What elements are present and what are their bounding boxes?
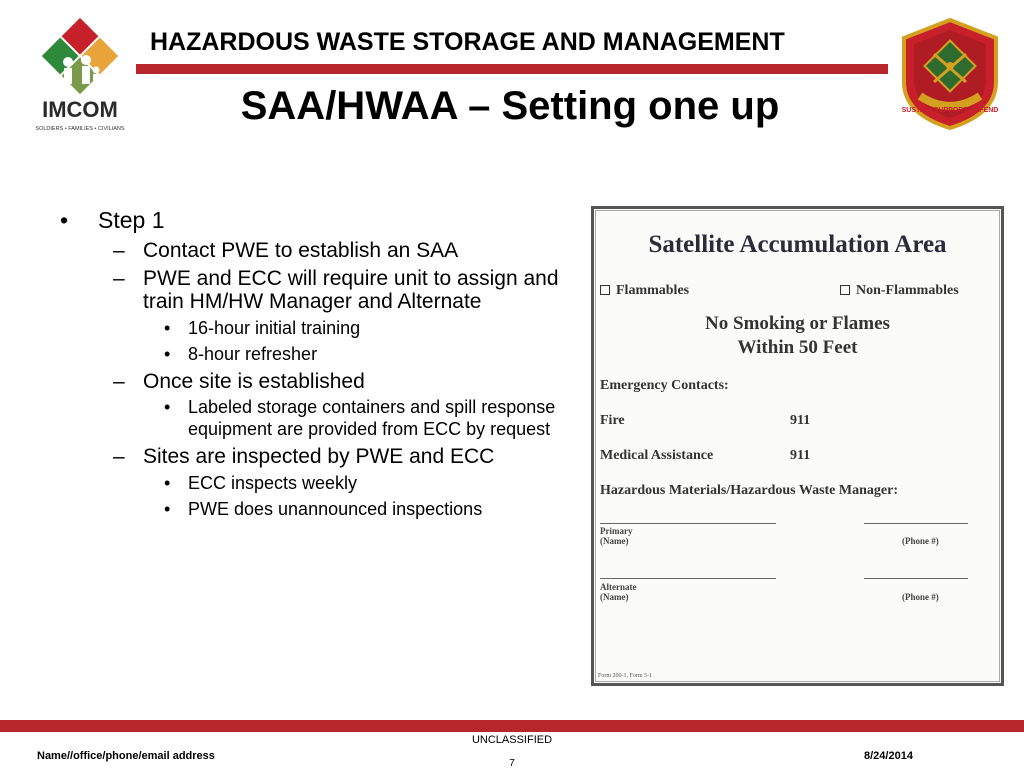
sign-title: Satellite Accumulation Area bbox=[648, 231, 947, 258]
footer-classification: UNCLASSIFIED bbox=[471, 734, 553, 746]
header-title: HAZARDOUS WASTE STORAGE AND MANAGEMENT bbox=[150, 28, 785, 56]
imcom-logo-tagline: SOLDIERS • FAMILIES • CIVILIANS bbox=[35, 126, 125, 132]
footer-page-number: 7 bbox=[509, 758, 515, 768]
saa-sign-image bbox=[591, 206, 1004, 686]
sign-fire-number: 911 bbox=[790, 413, 811, 428]
bullet-step: • Step 1 bbox=[58, 206, 568, 234]
sub-sub-bullet-weekly bbox=[164, 472, 568, 494]
dash-marker: – bbox=[113, 445, 125, 468]
footer-contact: Name//office/phone/email address bbox=[37, 750, 215, 762]
sub-sub-bullet-refresher bbox=[164, 343, 568, 365]
sub-sub-bullet-labeled-text: Labeled storage containers and spill response equipment are provided from ECC by request bbox=[188, 397, 556, 439]
footer-accent-bar bbox=[0, 720, 1024, 732]
sign-primary-phone-line bbox=[864, 523, 968, 524]
sign-alternate-name-line bbox=[600, 578, 776, 579]
dot-marker: • bbox=[164, 318, 171, 338]
sub-sub-bullet-refresher-text: 8-hour refresher bbox=[188, 344, 318, 364]
sub-bullet-contact-text: Contact PWE to establish an SAA bbox=[143, 239, 459, 262]
sub-sub-bullet-initial-text: 16-hour initial training bbox=[188, 318, 361, 338]
sign-warning-line1: No Smoking or Flames bbox=[705, 313, 890, 334]
sign-fire: Fire bbox=[600, 413, 625, 428]
imcom-logo-text: IMCOM bbox=[42, 97, 118, 122]
dot-marker: • bbox=[164, 344, 171, 364]
sign-alternate-phone-text: (Phone #) bbox=[902, 592, 939, 602]
sign-alternate-text: Alternate bbox=[600, 582, 637, 592]
sub-bullet-require-text: PWE and ECC will require unit to assign and train HM/HW Manager and Alternate bbox=[143, 267, 559, 313]
imcom-logo bbox=[24, 14, 136, 138]
sign-manager: Hazardous Materials/Hazardous Waste Manager: bbox=[600, 483, 898, 498]
sub-bullet-contact bbox=[113, 239, 568, 262]
sign-alternate-name-text: (Name) bbox=[600, 592, 629, 602]
checkbox-icon bbox=[840, 285, 850, 295]
sub-bullet-once bbox=[113, 370, 568, 393]
sign-flammables bbox=[600, 283, 689, 299]
sign-non-flammables-text: Non-Flammables bbox=[856, 283, 959, 298]
army-insignia-logo bbox=[900, 18, 1000, 130]
sign-warning-line2: Within 50 Feet bbox=[737, 337, 858, 358]
sign-primary-label bbox=[600, 526, 632, 546]
sub-sub-bullet-labeled bbox=[164, 397, 568, 440]
sign-medical: Medical Assistance bbox=[600, 448, 714, 463]
sign-alternate-phone-line bbox=[864, 578, 968, 579]
sub-sub-bullet-weekly-text: ECC inspects weekly bbox=[188, 473, 358, 493]
insignia-logo-text: SUSTAIN SUPPORT DEFEND bbox=[901, 107, 999, 114]
footer-date: 8/24/2014 bbox=[864, 750, 913, 762]
dash-marker: – bbox=[113, 370, 125, 393]
sign-emergency: Emergency Contacts: bbox=[600, 378, 729, 393]
sub-bullet-inspected-text: Sites are inspected by PWE and ECC bbox=[143, 445, 495, 468]
slide-title: SAA/HWAA – Setting one up bbox=[240, 84, 780, 128]
sign-non-flammables bbox=[840, 283, 959, 299]
sign-alternate-label bbox=[600, 582, 636, 602]
sign-form-number: Form 200-1, Form 5-1 bbox=[598, 673, 652, 679]
bullet-list bbox=[58, 206, 568, 520]
sign-primary-phone-text: (Phone #) bbox=[902, 536, 939, 546]
checkbox-icon bbox=[600, 285, 610, 295]
dot-marker: • bbox=[164, 499, 171, 519]
sub-bullet-inspected bbox=[113, 445, 568, 468]
sub-sub-bullet-initial bbox=[164, 317, 568, 339]
dash-marker: – bbox=[113, 267, 125, 290]
dot-marker: • bbox=[164, 473, 171, 493]
sign-primary-name-line bbox=[600, 523, 776, 524]
header-accent-bar bbox=[136, 64, 888, 74]
dash-marker: – bbox=[113, 239, 125, 262]
sub-sub-bullet-unannounced-text: PWE does unannounced inspections bbox=[188, 499, 483, 519]
sub-bullet-require bbox=[113, 267, 568, 313]
sub-bullet-once-text: Once site is established bbox=[143, 370, 365, 393]
sign-flammables-text: Flammables bbox=[616, 283, 690, 298]
sign-medical-number: 911 bbox=[790, 448, 811, 463]
sign-primary-text: Primary bbox=[600, 526, 633, 536]
sign-primary-name-text: (Name) bbox=[600, 536, 629, 546]
sub-sub-bullet-unannounced bbox=[164, 498, 568, 520]
sign-inner-border bbox=[595, 210, 1000, 682]
dot-marker: • bbox=[164, 397, 171, 417]
